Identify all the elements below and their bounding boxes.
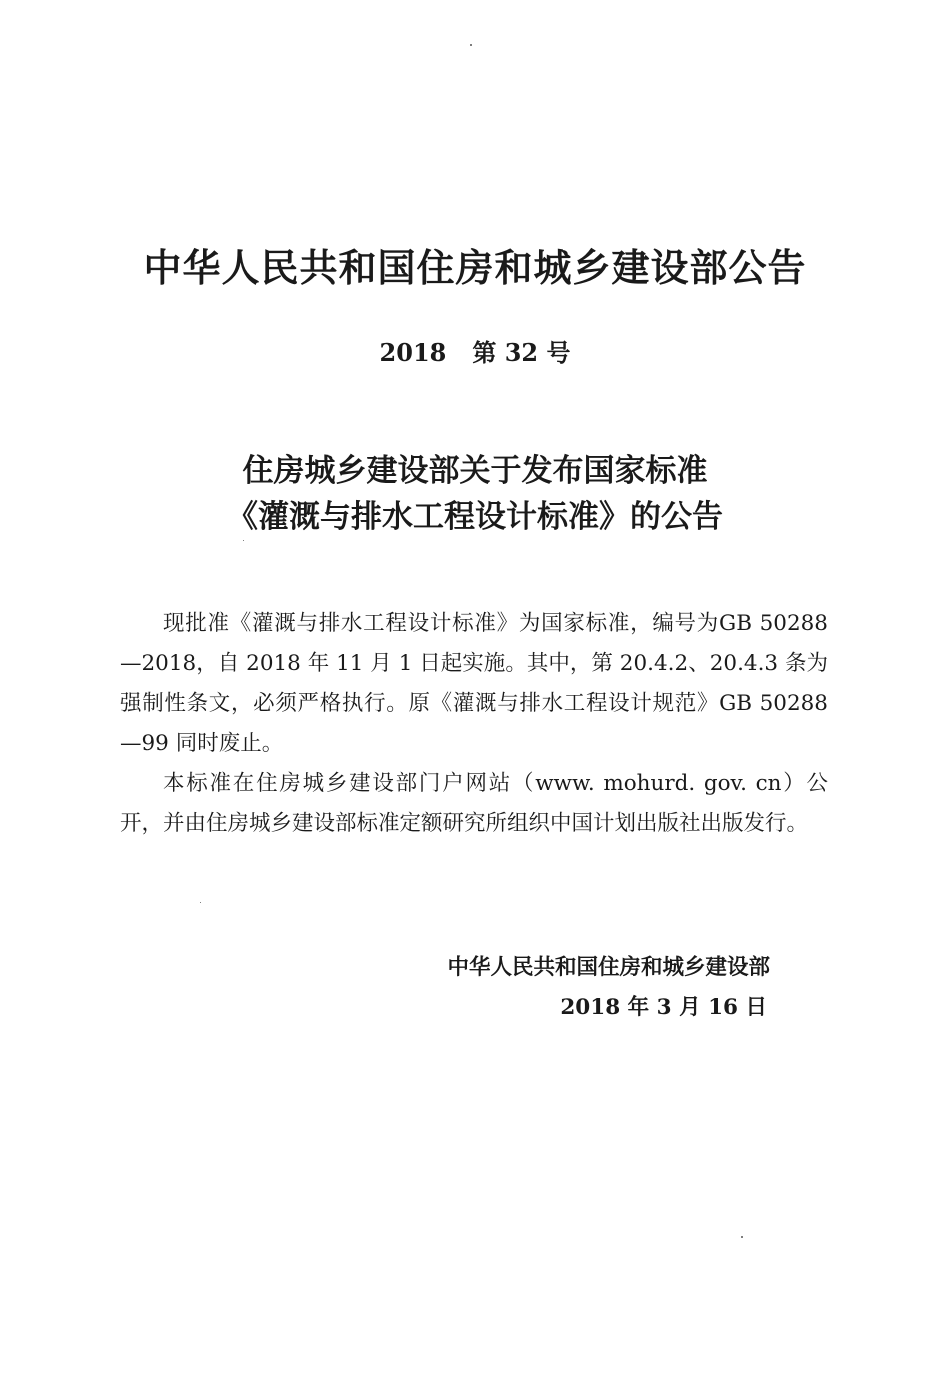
body-paragraph-1: 现批准《灌溉与排水工程设计标准》为国家标准，编号为GB 50288—2018，自 2018 年 11 月 1 日起实施。其中，第 20.4.2、20.4.3 条为强制性条文，必须严格执行。原《灌溉与排水工程设计规范》GB 50288—99 同时废止。 — [120, 611, 828, 756]
subtitle-line-2: 《灌溉与排水工程设计标准》的公告 — [227, 499, 723, 535]
subtitle-line-1: 住房城乡建设部关于发布国家标准 — [242, 453, 708, 489]
scan-speck — [243, 540, 244, 541]
document-serial: 第 32 号 — [472, 338, 571, 367]
body-paragraph-2: 本标准在住房城乡建设部门户网站（www. mohurd. gov. cn）公开，并由住房城乡建设部标准定额研究所组织中国计划出版社出版发行。 — [120, 771, 828, 836]
issuing-authority: 中华人民共和国住房和城乡建设部 — [447, 955, 770, 980]
announcement-subtitle — [0, 448, 950, 540]
issue-date: 2018 年 3 月 16 日 — [560, 995, 767, 1020]
scan-speck — [741, 1236, 743, 1238]
scan-speck — [470, 44, 472, 46]
document-year: 2018 — [379, 338, 447, 367]
announcement-body — [120, 604, 828, 844]
scan-speck — [200, 902, 201, 903]
document-number — [0, 336, 950, 370]
announcement-title: 中华人民共和国住房和城乡建设部公告 — [143, 246, 807, 290]
